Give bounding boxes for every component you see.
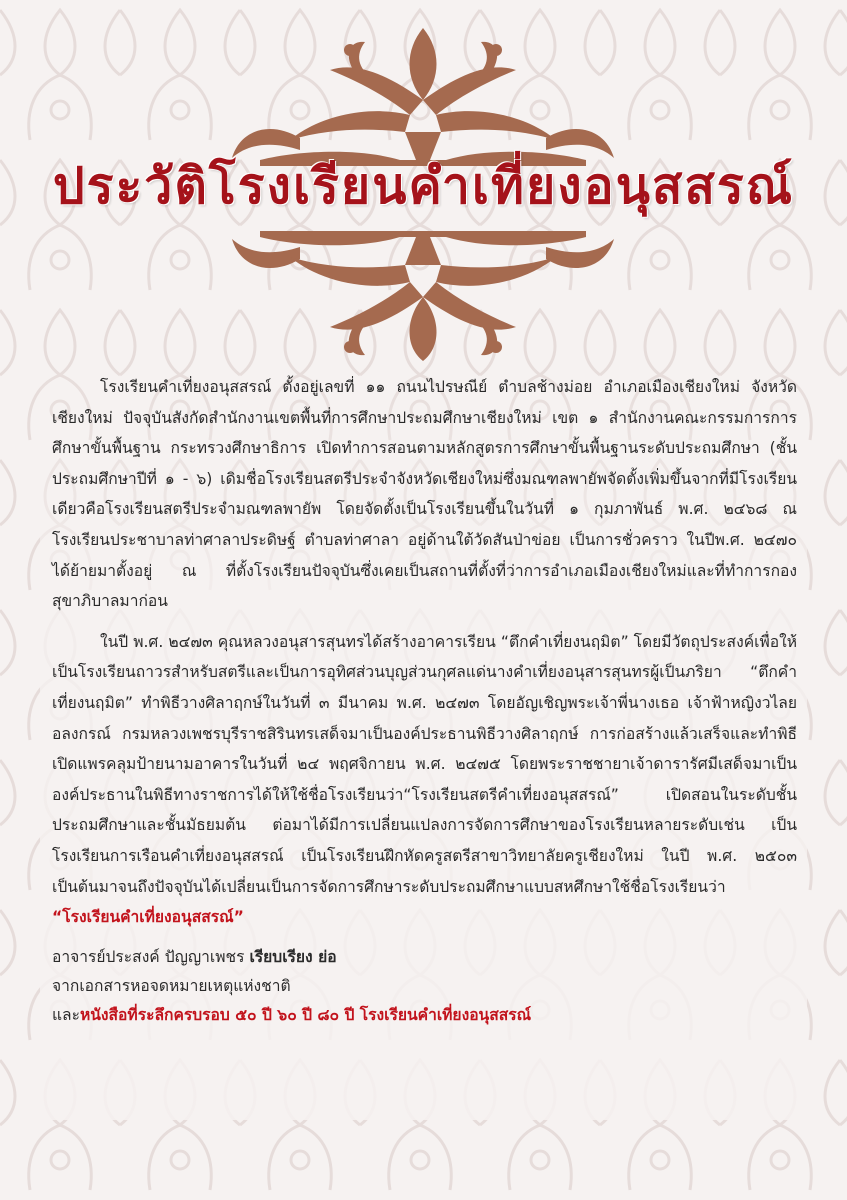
credit-book-title: หนังสือที่ระลึกครบรอบ ๕๐ ปี ๖๐ ปี ๘๐ ปี โรงเรียนคำเที่ยงอนุสสรณ์	[79, 1005, 532, 1024]
credit-source: จากเอกสารหอจดหมายเหตุแห่งชาติ	[52, 976, 291, 995]
school-name-highlight: “โรงเรียนคำเที่ยงอนุสสรณ์”	[52, 908, 244, 927]
credits-block	[52, 943, 797, 1030]
bottom-ornament	[0, 225, 847, 365]
history-content	[52, 372, 797, 1030]
credit-author-name: อาจารย์ประสงค์ ปัญญาเพชร	[52, 947, 250, 966]
credit-author	[52, 943, 797, 972]
credit-author-role: เรียบเรียง ย่อ	[249, 947, 337, 966]
page-title: ประวัติโรงเรียนคำเที่ยงอนุสสรณ์	[52, 156, 795, 215]
credit-book	[52, 1001, 797, 1030]
history-paragraph-2	[52, 627, 797, 933]
credit-book-prefix: และ	[52, 1005, 80, 1024]
history-paragraph-2-text: ในปี พ.ศ. ๒๔๗๓ คุณหลวงอนุสารสุนทรได้สร้างอาคารเรียน “ตึกคำเที่ยงนฤมิต” โดยมีวัตถุประสงค์เพื่อให้เป็นโรงเรียนถาวรสำหรับสตรีและเป็นการอุทิศส่วนบุญส่วนกุศลแด่นางคำเที่ยงอนุสารสุนทรผู้เป็นภริยา “ตึกคำเที่ยงนฤมิต” ทำพิธีวางศิลาฤกษ์ในวันที่ ๓ มีนาคม พ.ศ. ๒๔๗๓ โดยอัญเชิญพระเจ้าพี่นางเธอ เจ้าฟ้าหญิงวไลยอลงกรณ์ กรมหลวงเพชรบุรีราชสิรินทรเสด็จมาเป็นองค์ประธานพิธีวางศิลาฤกษ์ การก่อสร้างแล้วเสร็จและทำพิธีเปิดแพรคลุมป้ายนามอาคารในวันที่ ๒๔ พฤศจิกายน พ.ศ. ๒๔๗๕ โดยพระราชชายาเจ้าดารารัศมีเสด็จมาเป็นองค์ประธานในพิธีทางราชการได้ให้ใช้ชื่อโรงเรียนว่า“โรงเรียนสตรีคำเที่ยงอนุสสรณ์” เปิดสอนในระดับชั้นประถมศึกษาและชั้นมัธยมต้น ต่อมาได้มีการเปลี่ยนแปลงการจัดการศึกษาของโรงเรียนหลายระดับเช่น เป็นโรงเรียนการเรือนคำเที่ยงอนุสสรณ์ เป็นโรงเรียนฝึกหัดครูสตรีสาขาวิทยาลัยครูเชียงใหม่ ในปี พ.ศ. ๒๕๐๓ เป็นต้นมาจนถึงปัจจุบันได้เปลี่ยนเป็นการจัดการศึกษาระดับประถมศึกษาแบบสหศึกษาใช้ชื่อโรงเรียนว่า	[52, 632, 797, 896]
history-paragraph-1: โรงเรียนคำเที่ยงอนุสสรณ์ ตั้งอยู่เลขที่ ๑๑ ถนนไปรษณีย์ ตำบลช้างม่อย อำเภอเมืองเชียงใหม่ จังหวัดเชียงใหม่ ปัจจุบันสังกัดสำนักงานเขตพื้นที่การศึกษาประถมศึกษาเชียงใหม่ เขต ๑ สำนักงานคณะกรรมการการศึกษาขั้นพื้นฐาน กระทรวงศึกษาธิการ เปิดทำการสอนตามหลักสูตรการศึกษาขั้นพื้นฐานระดับประถมศึกษา (ชั้นประถมศึกษาปีที่ ๑ - ๖) เดิมชื่อโรงเรียนสตรีประจำจังหวัดเชียงใหม่ซึ่งมณฑลพายัพจัดตั้งเพิ่มขึ้นจากที่มีโรงเรียนเดียวคือโรงเรียนสตรีประจำมณฑลพายัพ โดยจัดตั้งเป็นโรงเรียนขึ้นในวันที่ ๑ กุมภาพันธ์ พ.ศ. ๒๔๖๘ ณ โรงเรียนประชาบาลท่าศาลาประดิษฐ์ ตำบลท่าศาลา อยู่ด้านใต้วัดสันป่าข่อย เป็นการชั่วคราว ในปีพ.ศ. ๒๔๗๐ ได้ย้ายมาตั้งอยู่ ณ ที่ตั้งโรงเรียนปัจจุบันซึ่งเคยเป็นสถานที่ตั้งที่ว่าการอำเภอเมืองเชียงใหม่และที่ทำการกองสุขาภิบาลมาก่อน	[52, 378, 797, 611]
